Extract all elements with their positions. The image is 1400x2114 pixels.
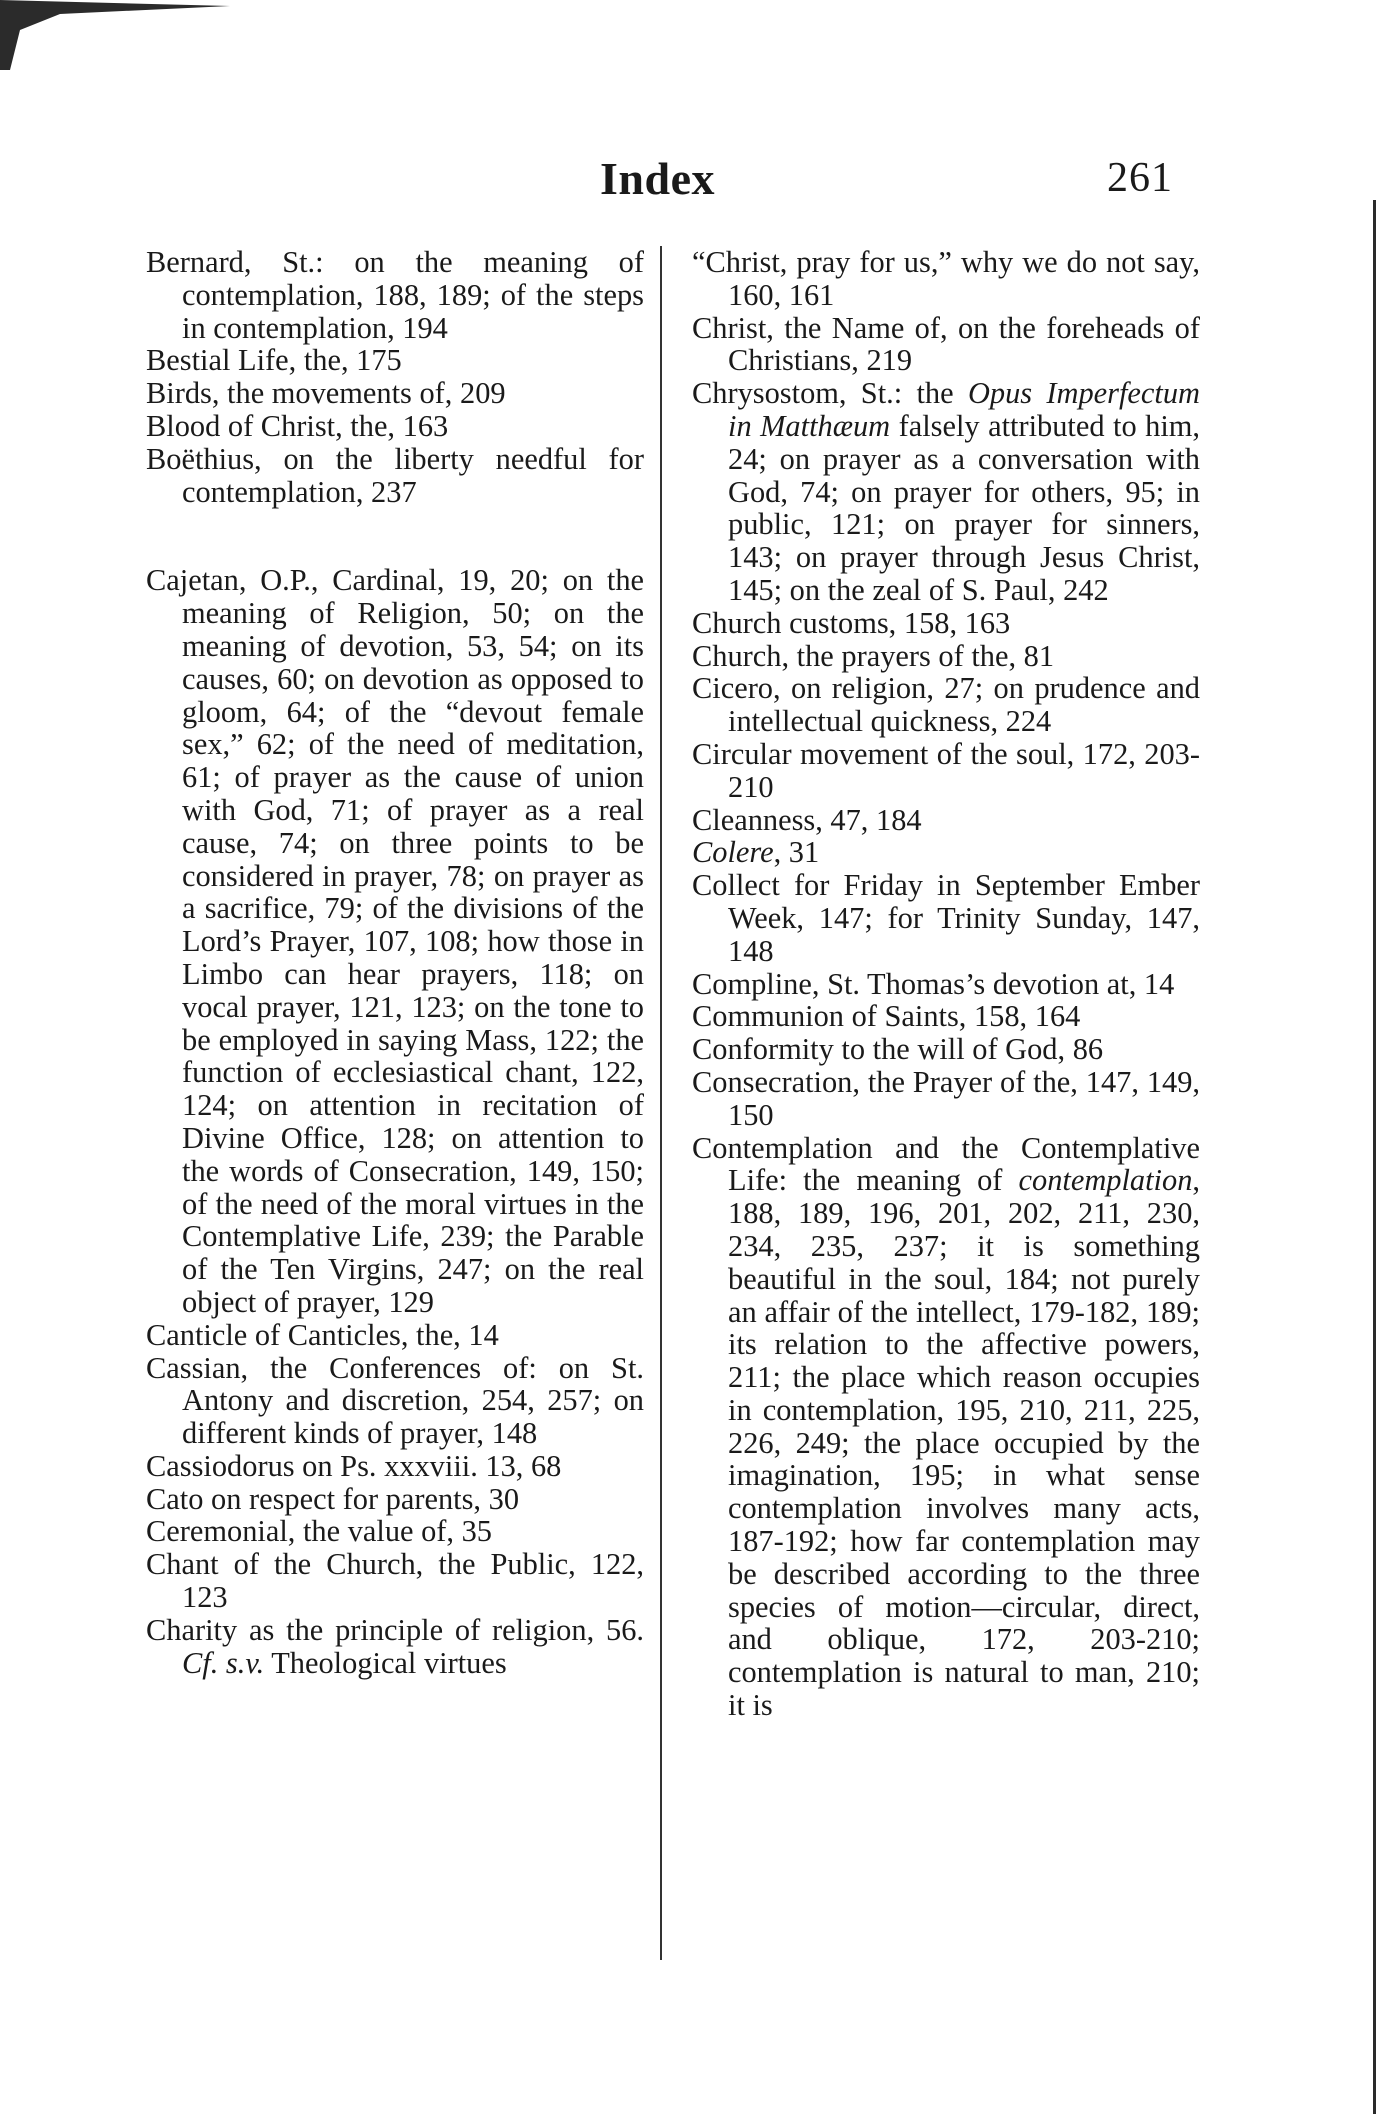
index-entry-italic-text: contemplation — [1018, 1163, 1193, 1198]
index-entry-text: Cassian, the Conferences of: on St. Antony and discretion, 254, 257; on different kinds of prayer, 148 — [146, 1350, 644, 1451]
index-entry-text: Conformity to the will of God, 86 — [692, 1032, 1104, 1067]
index-entry-text: Cleanness, 47, 184 — [692, 802, 922, 837]
index-entry-text: Chrysostom, St.: the — [692, 376, 968, 411]
page-title: Index — [600, 153, 715, 204]
index-entry-italic-text: Colere — [692, 835, 774, 870]
index-entry — [692, 1000, 1200, 1033]
index-entry-text: Cicero, on religion, 27; on prudence and intellectual quickness, 224 — [692, 671, 1200, 739]
index-entry-text: Church, the prayers of the, 81 — [692, 638, 1055, 673]
index-entry-italic-text: Opus Imperfectum in Matthæum — [728, 376, 1200, 443]
index-entry-text: Communion of Saints, 158, 164 — [692, 999, 1081, 1034]
index-entry — [692, 640, 1200, 673]
index-entry-text: Contemplation and the Contemplative Life: the meaning of — [692, 1130, 1200, 1198]
index-entry — [692, 869, 1200, 967]
index-entry — [146, 1548, 644, 1614]
index-entry — [692, 672, 1200, 738]
index-entry-italic-text: Cf. s.v. — [182, 1645, 265, 1680]
index-entry — [146, 1614, 644, 1680]
index-entry-text: Christ, the Name of, on the foreheads of Christians, 219 — [692, 310, 1200, 378]
index-entry — [146, 1352, 644, 1450]
index-entry — [146, 410, 644, 443]
page-number: 261 — [1107, 155, 1173, 201]
index-entry-text: Consecration, the Prayer of the, 147, 149, 150 — [692, 1064, 1200, 1132]
index-entry — [146, 344, 644, 377]
index-entry — [146, 1515, 644, 1548]
index-entry-text: Bernard, St.: on the meaning of contemplation, 188, 189; of the steps in contemplation, 194 — [146, 245, 644, 345]
index-entry-text: Cato on respect for parents, 30 — [146, 1481, 520, 1516]
index-entry — [692, 312, 1200, 378]
column-divider — [660, 246, 662, 1960]
index-entry-text: Birds, the movements of, 209 — [146, 376, 506, 411]
index-column-right — [692, 246, 1200, 1722]
index-entry-text: Cajetan, O.P., Cardinal, 19, 20; on the meaning of Religion, 50; on the meaning of devotion, 53, 54; on its causes, 60; on devotion as opposed to gloom, 64; of the “devout female sex,” 62; of the need of meditation, 61; of prayer as the cause of union with God, 71; of prayer as a real cause, 74; on three points to be considered in prayer, 78; on prayer as a sacrifice, 79; of the divisions of the Lord’s Prayer, 107, 108; how those in Limbo can hear prayers, 118; on vocal prayer, 121, 123; on the tone to be employed in saying Mass, 122; the function of ecclesiastical chant, 122, 124; on attention in recitation of Divine Office, 128; on attention to the words of Consecration, 149, 150; of the need of the moral virtues in the Contemplative Life, 239; the Parable of the Ten Virgins, 247; on the real object of prayer, 129 — [146, 563, 644, 1319]
index-entry-text: Boëthius, on the liberty needful for contemplation, 237 — [146, 441, 644, 509]
index-entry — [692, 836, 1200, 869]
index-entry — [146, 1483, 644, 1516]
index-entry-text: falsely attributed to him, 24; on prayer as a conversation with God, 74; on prayer for others, 95; in public, 121; on prayer for sinners, 143; on prayer through Jesus Christ, 145; on the zeal of S. Paul, 242 — [728, 408, 1200, 607]
index-entry-text: Compline, St. Thomas’s devotion at, 14 — [692, 966, 1175, 1001]
index-entry-text: , 31 — [773, 835, 820, 870]
index-entry-text: , 188, 189, 196, 201, 202, 211, 230, 234, 235, 237; it is something beautiful in the soul, 184; not purely an affair of the intellect, 179-182, 189; its relation to the affective powers, 211; the place which reason occupies in contemplation, 195, 210, 211, 225, 226, 249; the place occupied by the imagination, 195; in what sense contemplation involves many acts, 187-192; how far contemplation may be described according to the three species of motion—circular, direct, and oblique, 172, 203-210; contemplation is natural to man, 210; it is — [728, 1163, 1200, 1723]
index-entry — [146, 377, 644, 410]
index-entry — [146, 246, 644, 344]
index-entry-text: Chant of the Church, the Public, 122, 123 — [146, 1547, 644, 1615]
index-entry-text: Church customs, 158, 163 — [692, 605, 1011, 640]
index-entry-text: Cassiodorus on Ps. xxxviii. 13, 68 — [146, 1448, 562, 1483]
index-entry-text: Ceremonial, the value of, 35 — [146, 1514, 493, 1549]
index-entry-text: Blood of Christ, the, 163 — [146, 408, 449, 443]
index-entry-text: Bestial Life, the, 175 — [146, 343, 402, 378]
index-entry — [692, 968, 1200, 1001]
index-entry — [692, 738, 1200, 804]
index-column-left — [146, 246, 644, 1679]
index-entry — [146, 443, 644, 509]
index-entry — [692, 1066, 1200, 1132]
index-entry — [692, 804, 1200, 837]
index-entry — [146, 1450, 644, 1483]
index-entry — [692, 246, 1200, 312]
index-entry-text: “Christ, pray for us,” why we do not say, 160, 161 — [692, 245, 1200, 312]
index-entry-text: Theological virtues — [264, 1645, 507, 1680]
index-entry — [692, 1033, 1200, 1066]
section-gap — [146, 508, 644, 564]
scan-smudge — [0, 0, 230, 70]
index-entry — [146, 564, 644, 1318]
index-entry-text: Collect for Friday in September Ember Week, 147; for Trinity Sunday, 147, 148 — [692, 868, 1200, 968]
index-entry — [692, 1132, 1200, 1722]
page-edge-line — [1373, 200, 1376, 2114]
index-entry-text: Charity as the principle of religion, 56. — [146, 1612, 644, 1647]
index-entry-text: Canticle of Canticles, the, 14 — [146, 1317, 499, 1352]
index-entry — [692, 607, 1200, 640]
index-entry-text: Circular movement of the soul, 172, 203-210 — [692, 736, 1200, 804]
page-header — [0, 152, 1400, 212]
index-entry — [692, 377, 1200, 607]
index-entry — [146, 1319, 644, 1352]
